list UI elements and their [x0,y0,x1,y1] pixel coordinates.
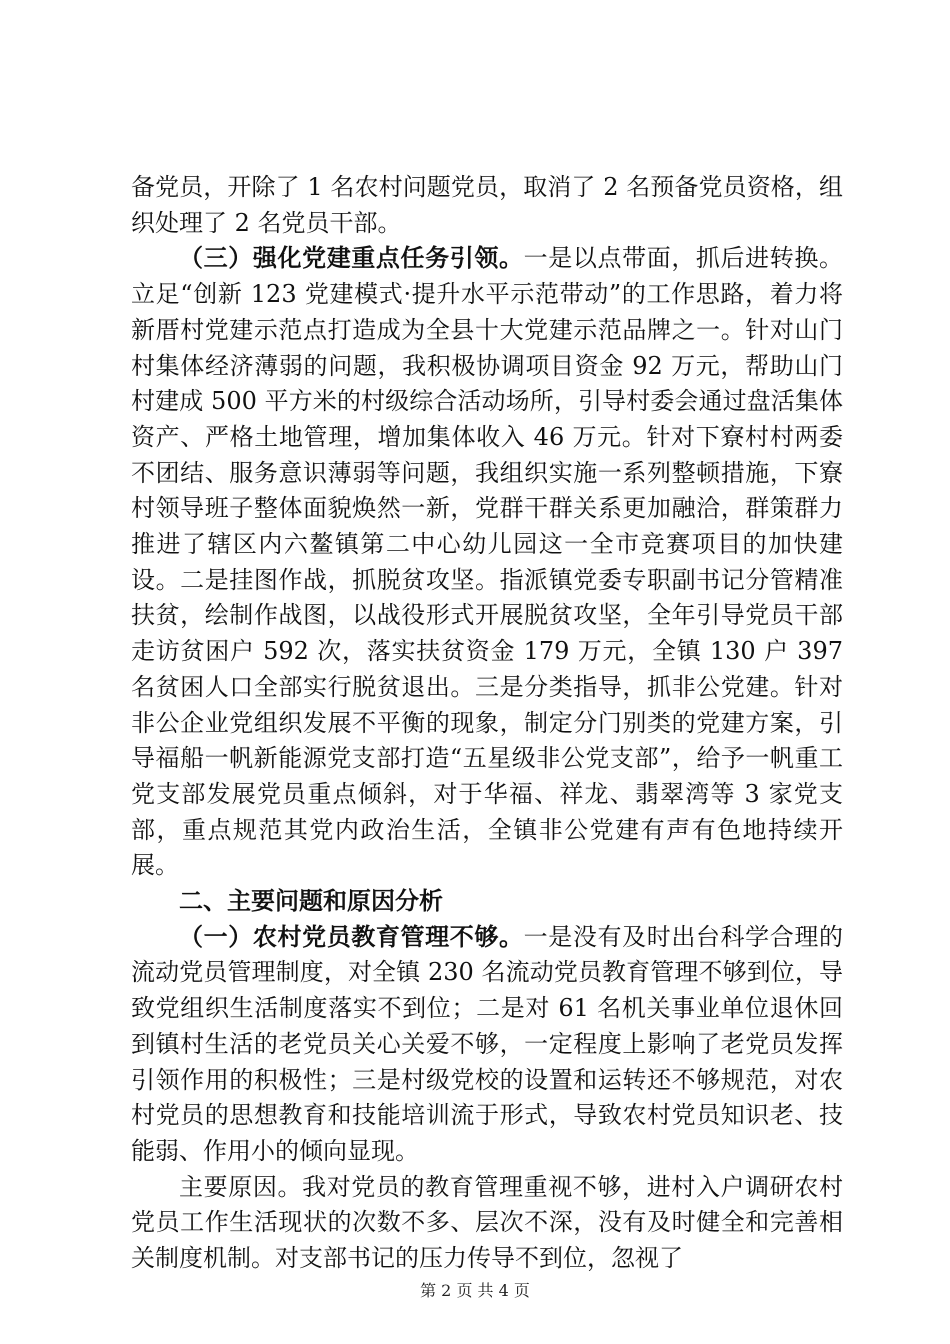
paragraph-main-reasons: 主要原因。我对党员的教育管理重视不够，进村入户调研农村党员工作生活现状的次数不多、层次不深，没有及时健全和完善相关制度机制。对支部书记的压力传导不到位，忽视了 [131,1172,843,1273]
paragraph-education-management [131,920,843,1170]
paragraph-task-leading-body: 一是以点带面，抓后进转换。立足“创新 123 党建模式·提升水平示范带动”的工作思路，着力将新厝村党建示范点打造成为全县十大党建示范品牌之一。针对山门村集体经济薄弱的问题，我积极协调项目资金 92 万元，帮助山门村建成 500 平方米的村级综合活动场所，引导村委会通过盘活集体资产、严格土地管理，增加集体收入 46 万元。针对下寮村村两委不团结、服务意识薄弱等问题，我组织实施一系列整顿措施，下寮村领导班子整体面貌焕然一新，党群干群关系更加融洽，群策群力推进了辖区内六鳌镇第二中心幼儿园这一全市竞赛项目的加快建设。二是挂图作战，抓脱贫攻坚。指派镇党委专职副书记分管精准扶贫，绘制作战图，以战役形式开展脱贫攻坚，全年引导党员干部走访贫困户 592 次，落实扶贫资金 179 万元，全镇 130 户 397 名贫困人口全部实行脱贫退出。三是分类指导，抓非公党建。针对非公企业党组织发展不平衡的现象，制定分门别类的党建方案，引导福船一帆新能源党支部打造“五星级非公党支部”，给予一帆重工党支部发展党员重点倾斜，对于华福、祥龙、翡翠湾等 3 家党支部，重点规范其党内政治生活，全镇非公党建有声有色地持续开展。 [131,244,844,880]
paragraph-education-management-body: 一是没有及时出台科学合理的流动党员管理制度，对全镇 230 名流动党员教育管理不够到位，导致党组织生活制度落实不到位；二是对 61 名机关事业单位退休回到镇村生活的老党员关心关爱不够，一定程度上影响了老党员发挥引领作用的积极性；三是村级党校的设置和运转还不够规范，对农村党员的思想教育和技能培训流于形式，导致农村党员知识老、技能弱、作用小的倾向显现。 [131,922,844,1165]
document-body [131,170,843,1277]
subheading-task-leading: （三）强化党建重点任务引领。 [179,244,524,273]
page-footer: 第 2 页 共 4 页 [420,1281,530,1300]
paragraph-task-leading [131,241,843,884]
section-heading-problems: 二、主要问题和原因分析 [179,887,443,916]
subheading-education-management: （一）农村党员教育管理不够。 [179,922,524,951]
paragraph-continuation: 备党员，开除了 1 名农村问题党员，取消了 2 名预备党员资格，组织处理了 2 名党员干部。 [131,173,843,237]
